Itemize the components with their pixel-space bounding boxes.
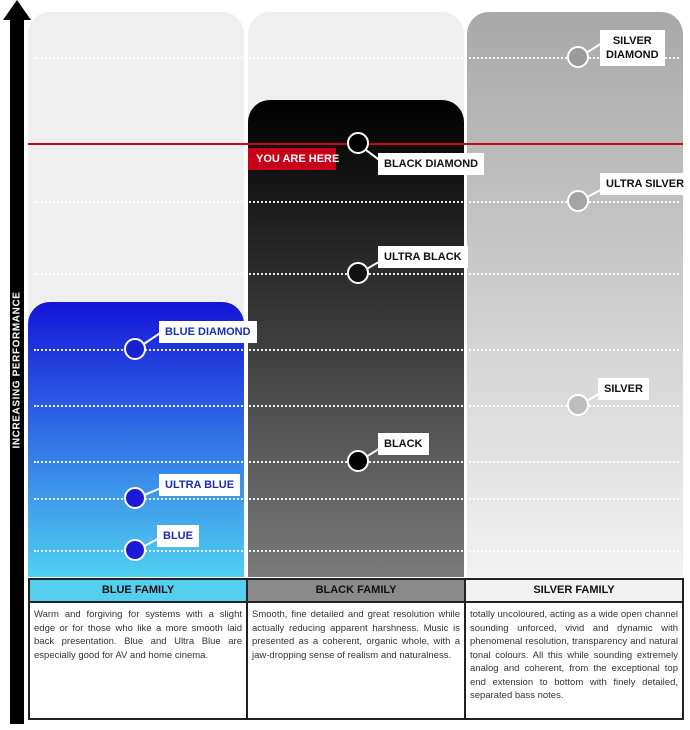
silver-diamond-label-line1: SILVER — [612, 35, 652, 47]
blue-family-header: BLUE FAMILY — [30, 580, 246, 603]
ultra-silver-label: ULTRA SILVER — [600, 173, 690, 195]
silver-diamond-label-line2: DIAMOND — [606, 49, 659, 61]
black-family-header: BLACK FAMILY — [248, 580, 464, 603]
silver-label: SILVER — [598, 378, 649, 400]
silver-family-column — [466, 580, 682, 718]
ultra-black-label: ULTRA BLACK — [378, 246, 468, 268]
you-are-here-label: YOU ARE HERE — [248, 148, 336, 170]
silver-diamond-dot — [567, 46, 589, 68]
axis-label: INCREASING PERFORMANCE — [11, 291, 23, 449]
family-table — [28, 578, 684, 720]
blue-label: BLUE — [157, 525, 199, 547]
ultra-blue-label: ULTRA BLUE — [159, 474, 240, 496]
black-diamond-dot — [347, 132, 369, 154]
black-dot — [347, 450, 369, 472]
silver-dot — [567, 394, 589, 416]
blue-diamond-label: BLUE DIAMOND — [159, 321, 257, 343]
black-family-column — [248, 580, 466, 718]
ultra-blue-dot — [124, 487, 146, 509]
silver-column-fill — [467, 12, 683, 577]
black-family-description: Smooth, fine detailed and great resolution while actually reducing apparent harshness. Music is presented as a coherent, organic whole, with a jaw-dropping sense of realism and naturalness. — [252, 609, 460, 661]
silver-family-description: totally uncoloured, acting as a wide open channel sounding unforced, vivid and dynamic with phenomenal resolution, transparency and natural tonal colours. All this while sounding extremely analog and coherent, from the exceptional top end extension to bottom with finely detailed, separated bass notes. — [470, 609, 678, 701]
blue-dot — [124, 539, 146, 561]
ultra-silver-dot — [567, 190, 589, 212]
ultra-black-dot — [347, 262, 369, 284]
silver-diamond-label — [600, 30, 665, 66]
silver-family-header: SILVER FAMILY — [466, 580, 682, 603]
black-label: BLACK — [378, 433, 429, 455]
arrow-up-icon — [3, 0, 31, 20]
black-diamond-label: BLACK DIAMOND — [378, 153, 484, 175]
blue-family-description: Warm and forgiving for systems with a slight edge or for those who like a more smooth laid back presentation. Blue and Ultra Blue are especially good for AV and home cinema. — [34, 609, 242, 661]
blue-family-column — [30, 580, 248, 718]
blue-diamond-dot — [124, 338, 146, 360]
